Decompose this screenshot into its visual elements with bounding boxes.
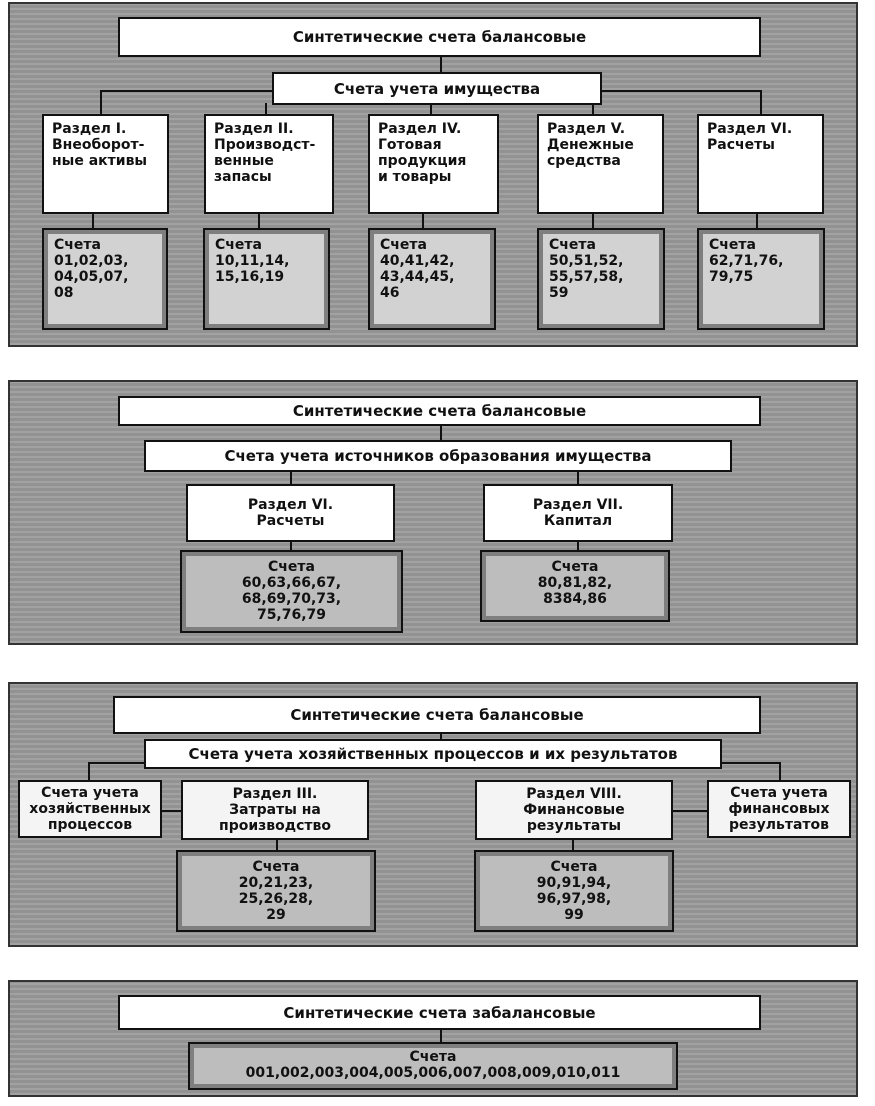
section-6-label: Раздел VI. Расчеты	[697, 114, 824, 214]
connector	[100, 90, 272, 92]
connector	[779, 762, 781, 782]
connector	[88, 762, 90, 782]
section-7-label: Раздел VII. Капитал	[483, 484, 673, 542]
section-2-label: Раздел II. Производст- венные запасы	[204, 114, 334, 214]
connector	[760, 90, 762, 116]
accounts-box: Счета 90,91,94, 96,97,98, 99	[474, 850, 674, 932]
panel2-subtitle: Счета учета источников образования имущества	[144, 440, 732, 472]
accounts-box: Счета 80,81,82, 8384,86	[480, 550, 670, 622]
financial-results-group: Счета учета финансовых результатов	[707, 780, 851, 838]
accounts-box: Счета 62,71,76, 79,75	[697, 228, 825, 330]
panel1-subtitle: Счета учета имущества	[272, 72, 602, 105]
panel4-title: Синтетические счета забалансовые	[118, 995, 761, 1030]
offbalance-accounts-box: Счета 001,002,003,004,005,006,007,008,009,010,011	[188, 1042, 678, 1090]
connector	[673, 810, 708, 812]
section-4-label: Раздел IV. Готовая продукция и товары	[368, 114, 499, 214]
accounts-box: Счета 50,51,52, 55,57,58, 59	[537, 228, 665, 330]
accounts-box: Счета 60,63,66,67, 68,69,70,73, 75,76,79	[180, 550, 403, 633]
section-6-label: Раздел VI. Расчеты	[186, 484, 395, 542]
connector	[600, 90, 760, 92]
panel2-title: Синтетические счета балансовые	[118, 396, 761, 426]
connector	[100, 90, 102, 116]
connector	[88, 762, 146, 764]
panel3-title: Синтетические счета балансовые	[113, 696, 761, 734]
section-1-label: Раздел I. Внеоборот- ные активы	[42, 114, 169, 214]
section-5-label: Раздел V. Денежные средства	[537, 114, 664, 214]
process-accounts-group: Счета учета хозяйственных процессов	[18, 780, 162, 838]
panel3-subtitle: Счета учета хозяйственных процессов и их результатов	[144, 739, 722, 769]
accounts-box: Счета 20,21,23, 25,26,28, 29	[176, 850, 376, 932]
accounts-box: Счета 40,41,42, 43,44,45, 46	[368, 228, 496, 330]
panel1-title: Синтетические счета балансовые	[118, 17, 761, 57]
section-8-label: Раздел VIII. Финансовые результаты	[475, 780, 673, 840]
section-3-label: Раздел III. Затраты на производство	[181, 780, 369, 840]
accounts-box: Счета 01,02,03, 04,05,07, 08	[42, 228, 168, 330]
accounts-box: Счета 10,11,14, 15,16,19	[203, 228, 330, 330]
connector	[720, 762, 780, 764]
connector	[160, 810, 182, 812]
